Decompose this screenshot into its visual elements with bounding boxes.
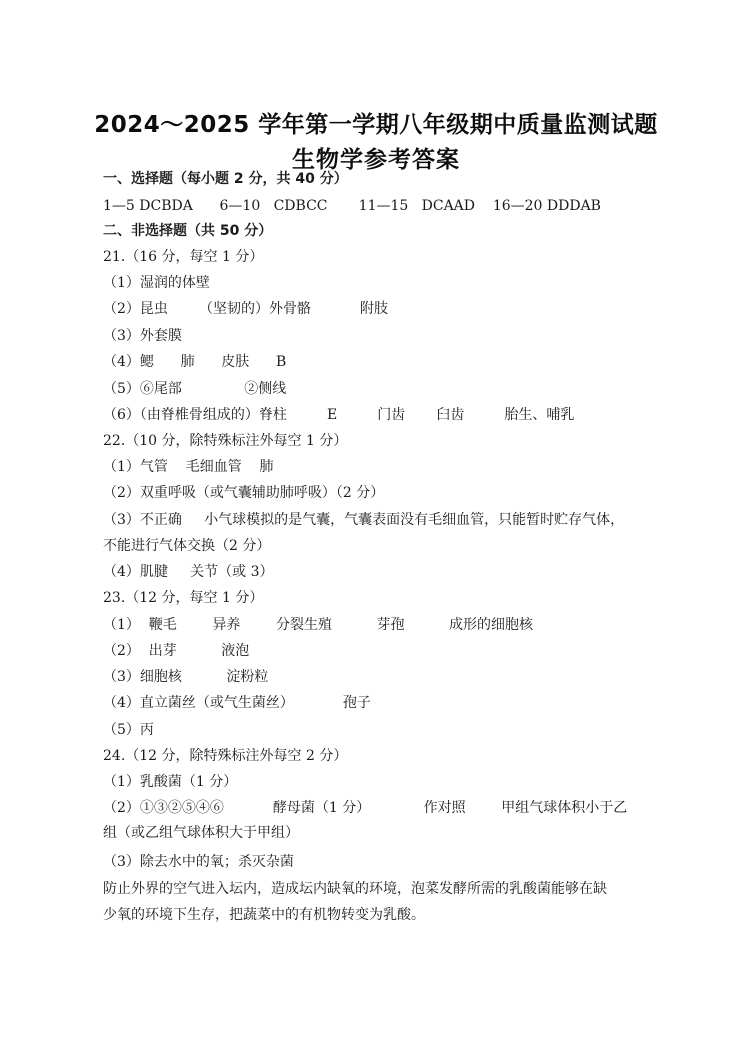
answer-line: （2）双重呼吸（或气囊辅助肺呼吸）（2 分） [103,485,385,501]
document-title: 2024～2025 学年第一学期八年级期中质量监测试题 [94,112,658,138]
answer-line-continued: 不能进行气体交换（2 分） [103,538,271,554]
question-21-header: 21.（16 分，每空 1 分） [103,249,264,265]
question-24-header: 24.（12 分，除特殊标注外每空 2 分） [103,748,348,764]
answer-line: （2） 出芽 液泡 [103,643,250,659]
answer-line: （3）除去水中的氧；杀灭杂菌 [103,854,294,870]
answer-paragraph-line: 防止外界的空气进入坛内，造成坛内缺氧的环境，泡菜发酵所需的乳酸菌能够在缺 [103,881,607,897]
answer-line: （1）乳酸菌（1 分） [103,774,238,790]
answer-line: （3）不正确 小气球模拟的是气囊，气囊表面没有毛细血管，只能暂时贮存气体， [103,512,625,528]
section-heading-choice: 一、选择题（每小题 2 分，共 40 分） [103,171,348,187]
answer-line: （4）鳃 肺 皮肤 B [103,354,287,370]
answer-line: （1）湿润的体壁 [103,275,210,291]
answer-paragraph-line: 少氧的环境下生存，把蔬菜中的有机物转变为乳酸。 [103,907,425,923]
question-22-header: 22.（10 分，除特殊标注外每空 1 分） [103,433,348,449]
answer-line: （5）丙 [103,722,154,738]
answer-line: （4）直立菌丝（或气生菌丝） 孢子 [103,695,371,711]
answer-line: （2）①③②⑤④⑥ 酵母菌（1 分） 作对照 甲组气球体积小于乙 [103,800,628,816]
choice-answers: 1—5 DCBDA 6—10 CDBCC 11—15 DCAAD 16—20 DDDAB [103,198,601,214]
document-subtitle: 生物学参考答案 [292,147,460,173]
answer-line: （5）⑥尾部 ②侧线 [103,381,287,397]
question-23-header: 23.（12 分，每空 1 分） [103,590,264,606]
answer-line: （2）昆虫 （坚韧的）外骨骼 附肢 [103,301,389,317]
answer-line: （3）细胞核 淀粉粒 [103,669,269,685]
answer-line: （4）肌腱 关节（或 3） [103,564,274,580]
answer-line: （3）外套膜 [103,328,182,344]
answer-line: （6）（由脊椎骨组成的）脊柱 E 门齿 臼齿 胎生、哺乳 [103,407,575,423]
section-heading-nonchoice: 二、非选择题（共 50 分） [103,223,273,239]
answer-line-continued: 组（或乙组气球体积大于甲组） [103,825,299,841]
answer-line: （1） 鞭毛 异养 分裂生殖 芽孢 成形的细胞核 [103,617,534,633]
answer-line: （1）气管 毛细血管 肺 [103,459,274,475]
